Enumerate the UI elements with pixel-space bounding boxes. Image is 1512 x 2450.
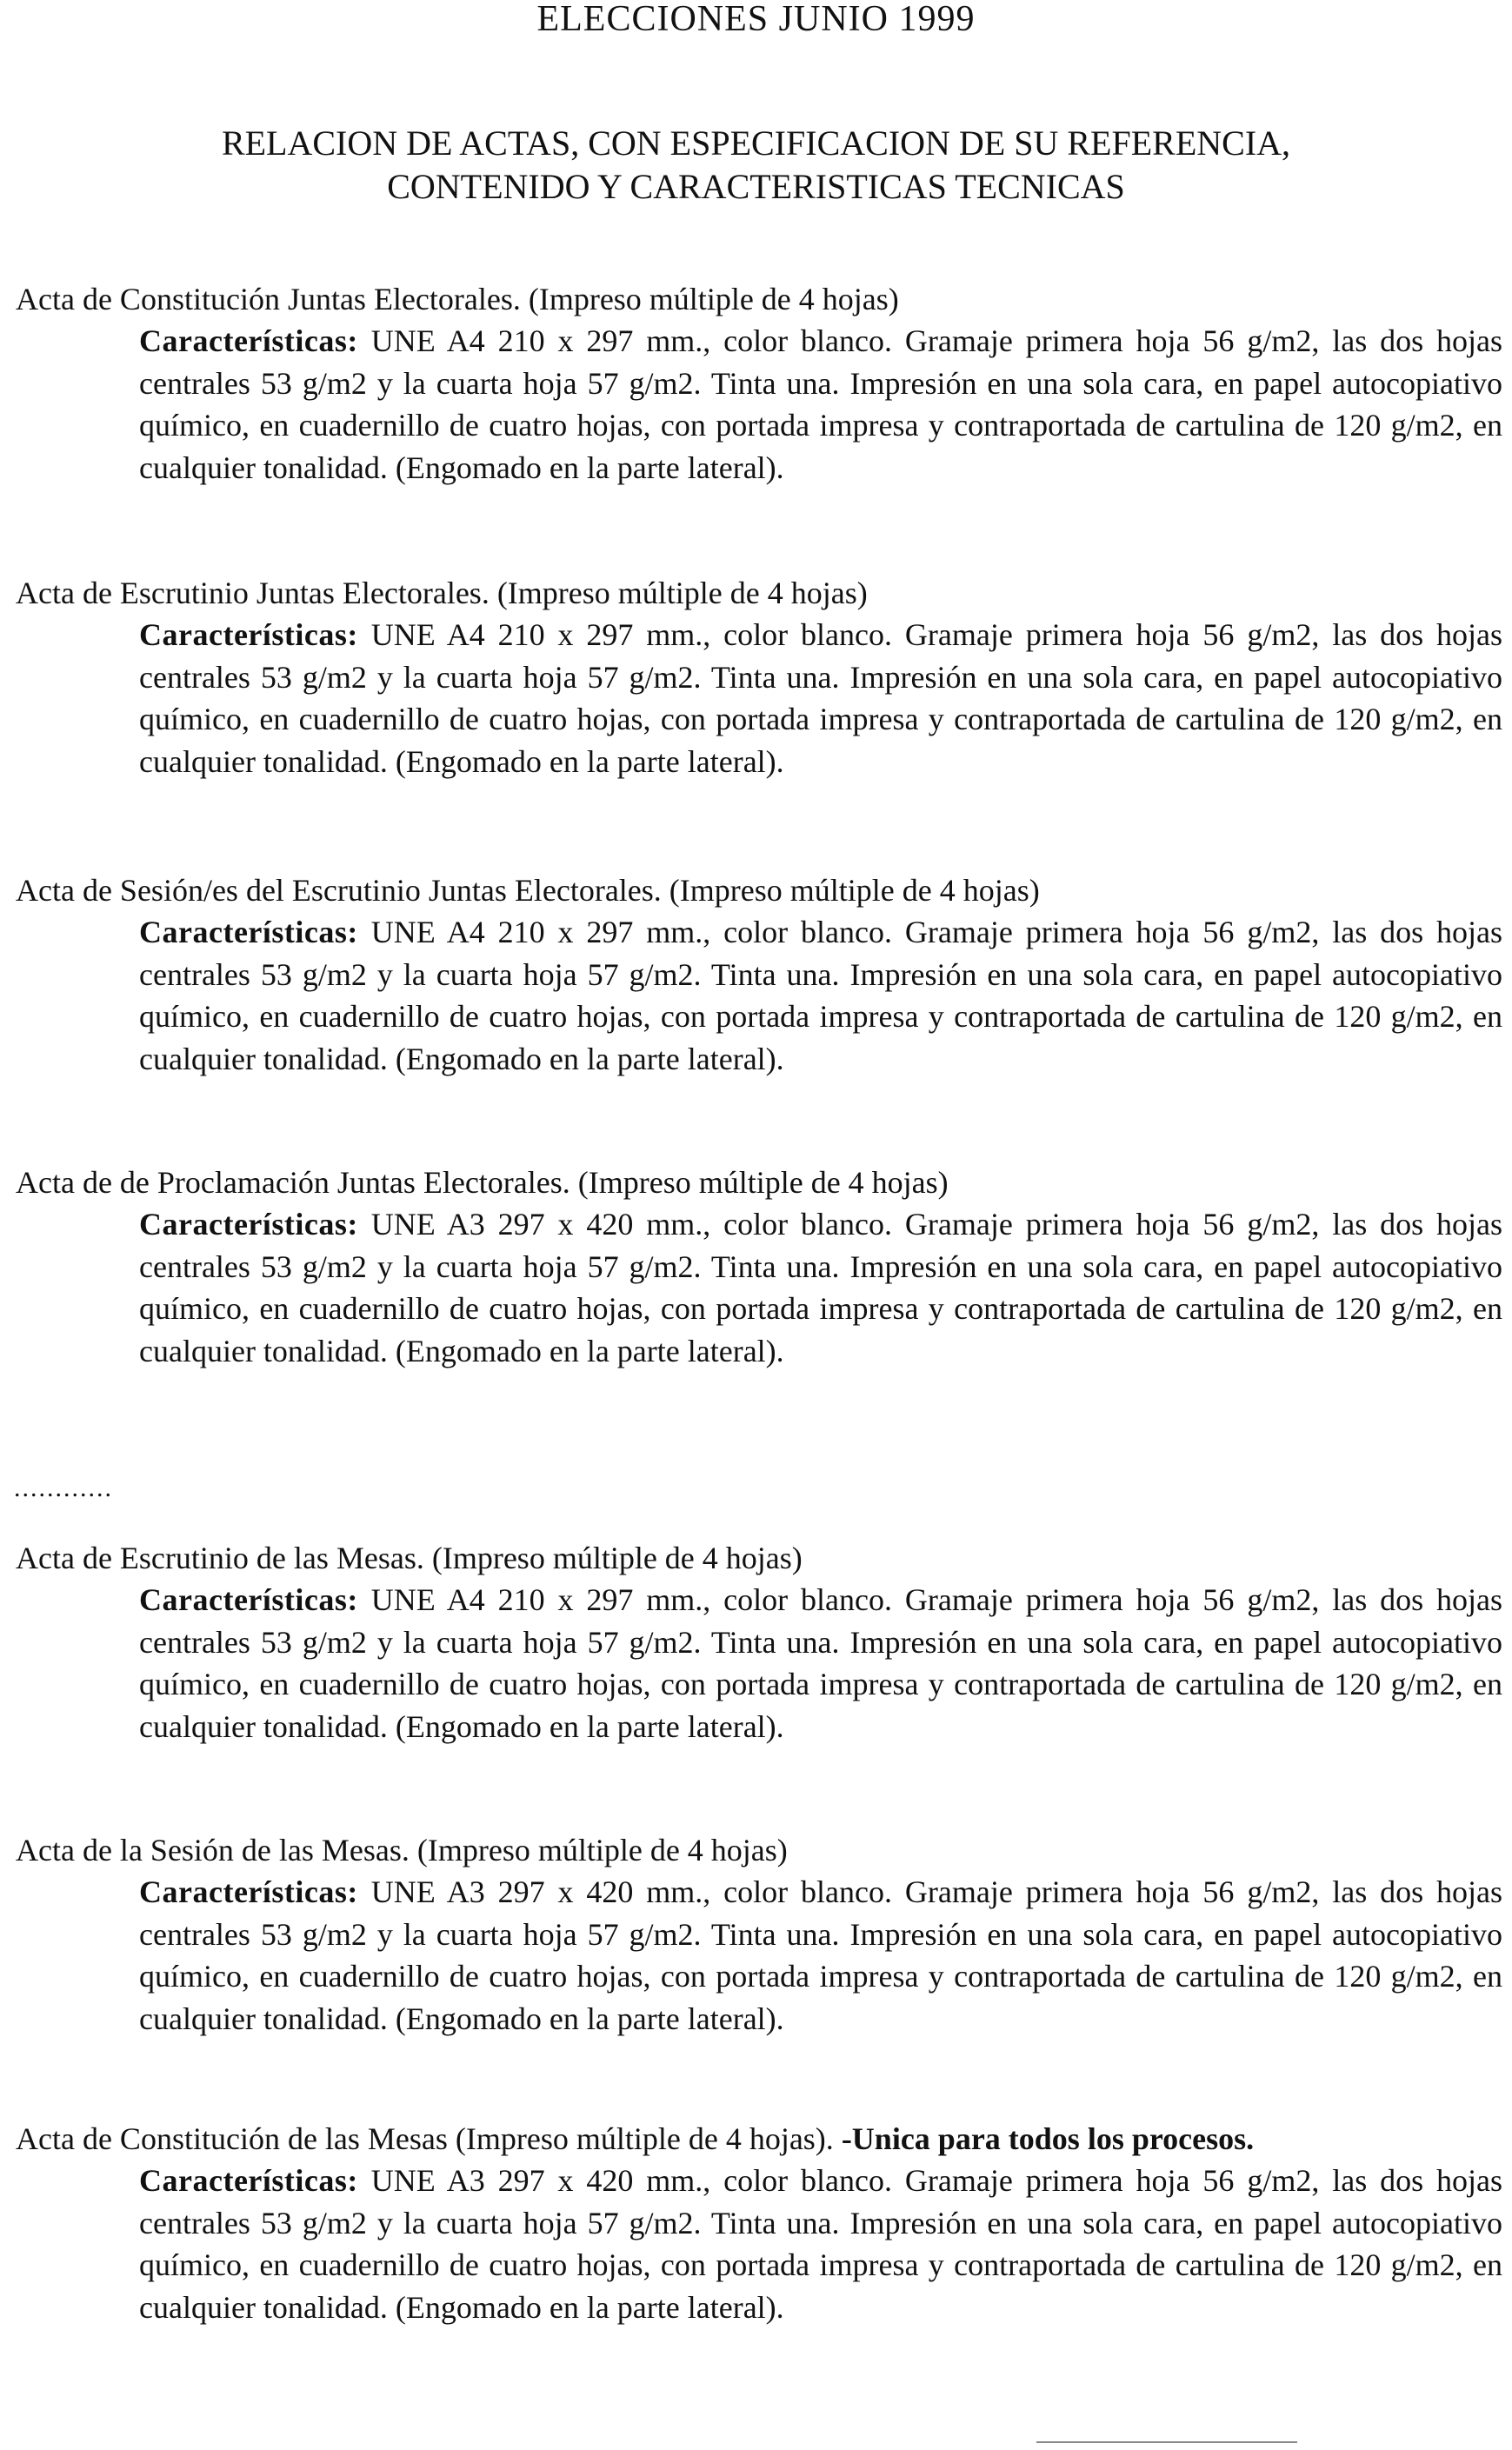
act-heading [16,2118,1502,2160]
spec-text: UNE A4 210 x 297 mm., color blanco. Gramaje primera hoja 56 g/m2, las dos hojas centrales 53 g/m2 y la cuarta hoja 57 g/m2. Tinta una. Impresión en una sola cara, en papel autocopiativo químico, en cuadernillo de cuatro hojas, con portada impresa y contraportada de cartulina de 120 g/m2, en cualquier tonalidad. (Engomado en la parte lateral). [139,1582,1502,1744]
document-subtitle-line-2: CONTENIDO Y CARACTERISTICAS TECNICAS [387,167,1125,206]
act-heading: Acta de Escrutinio Juntas Electorales. (Impreso múltiple de 4 hojas) [16,576,868,610]
spec-label: Características: [139,1874,358,1909]
act-constitucion-mesas [16,2118,1502,2328]
spec-text: UNE A3 297 x 420 mm., color blanco. Gramaje primera hoja 56 g/m2, las dos hojas centrales 53 g/m2 y la cuarta hoja 57 g/m2. Tinta una. Impresión en una sola cara, en papel autocopiativo químico, en cuadernillo de cuatro hojas, con portada impresa y contraportada de cartulina de 120 g/m2, en cualquier tonalidad. (Engomado en la parte lateral). [139,2163,1502,2325]
act-sesion-mesas [16,1829,1502,2040]
act-escrutinio-mesas [16,1537,1502,1748]
spec-label: Características: [139,1582,358,1617]
act-sesion-escrutinio-juntas [16,869,1502,1080]
section-separator: ............ [14,1474,113,1502]
act-specifications [139,320,1502,489]
spec-text: UNE A4 210 x 297 mm., color blanco. Gramaje primera hoja 56 g/m2, las dos hojas centrales 53 g/m2 y la cuarta hoja 57 g/m2. Tinta una. Impresión en una sola cara, en papel autocopiativo químico, en cuadernillo de cuatro hojas, con portada impresa y contraportada de cartulina de 120 g/m2, en cualquier tonalidad. (Engomado en la parte lateral). [139,915,1502,1076]
spec-text: UNE A3 297 x 420 mm., color blanco. Gramaje primera hoja 56 g/m2, las dos hojas centrales 53 g/m2 y la cuarta hoja 57 g/m2. Tinta una. Impresión en una sola cara, en papel autocopiativo químico, en cuadernillo de cuatro hojas, con portada impresa y contraportada de cartulina de 120 g/m2, en cualquier tonalidad. (Engomado en la parte lateral). [139,1207,1502,1368]
spec-label: Características: [139,617,358,652]
act-proclamacion-juntas [16,1162,1502,1372]
act-specifications [139,614,1502,782]
spec-label: Características: [139,1207,358,1242]
act-heading: Acta de Sesión/es del Escrutinio Juntas Electorales. (Impreso múltiple de 4 hojas) [16,873,1040,908]
act-constitucion-juntas [16,278,1502,489]
footer-rule [1036,2441,1297,2443]
spec-label: Características: [139,2163,358,2198]
act-specifications [139,1203,1502,1372]
spec-text: UNE A3 297 x 420 mm., color blanco. Gramaje primera hoja 56 g/m2, las dos hojas centrales 53 g/m2 y la cuarta hoja 57 g/m2. Tinta una. Impresión en una sola cara, en papel autocopiativo químico, en cuadernillo de cuatro hojas, con portada impresa y contraportada de cartulina de 120 g/m2, en cualquier tonalidad. (Engomado en la parte lateral). [139,1874,1502,2036]
document-subtitle [0,122,1512,209]
act-heading: Acta de de Proclamación Juntas Electorales. (Impreso múltiple de 4 hojas) [16,1165,949,1200]
act-specifications [139,2160,1502,2328]
spec-label: Características: [139,915,358,949]
act-specifications [139,911,1502,1080]
act-heading: Acta de Constitución Juntas Electorales. (Impreso múltiple de 4 hojas) [16,282,899,316]
act-heading: Acta de la Sesión de las Mesas. (Impreso múltiple de 4 hojas) [16,1833,788,1867]
spec-text: UNE A4 210 x 297 mm., color blanco. Gramaje primera hoja 56 g/m2, las dos hojas centrales 53 g/m2 y la cuarta hoja 57 g/m2. Tinta una. Impresión en una sola cara, en papel autocopiativo químico, en cuadernillo de cuatro hojas, con portada impresa y contraportada de cartulina de 120 g/m2, en cualquier tonalidad. (Engomado en la parte lateral). [139,323,1502,485]
act-specifications [139,1871,1502,2040]
act-heading-note: -Unica para todos los procesos. [841,2121,1255,2156]
act-specifications [139,1579,1502,1748]
act-heading-text: Acta de Constitución de las Mesas (Impreso múltiple de 4 hojas). [16,2121,834,2156]
document-title: ELECCIONES JUNIO 1999 [536,0,976,39]
act-heading: Acta de Escrutinio de las Mesas. (Impreso múltiple de 4 hojas) [16,1541,803,1575]
document-subtitle-line-1: RELACION DE ACTAS, CON ESPECIFICACION DE SU REFERENCIA, [221,123,1291,163]
spec-label: Características: [139,323,358,358]
act-escrutinio-juntas [16,572,1502,782]
spec-text: UNE A4 210 x 297 mm., color blanco. Gramaje primera hoja 56 g/m2, las dos hojas centrales 53 g/m2 y la cuarta hoja 57 g/m2. Tinta una. Impresión en una sola cara, en papel autocopiativo químico, en cuadernillo de cuatro hojas, con portada impresa y contraportada de cartulina de 120 g/m2, en cualquier tonalidad. (Engomado en la parte lateral). [139,617,1502,779]
